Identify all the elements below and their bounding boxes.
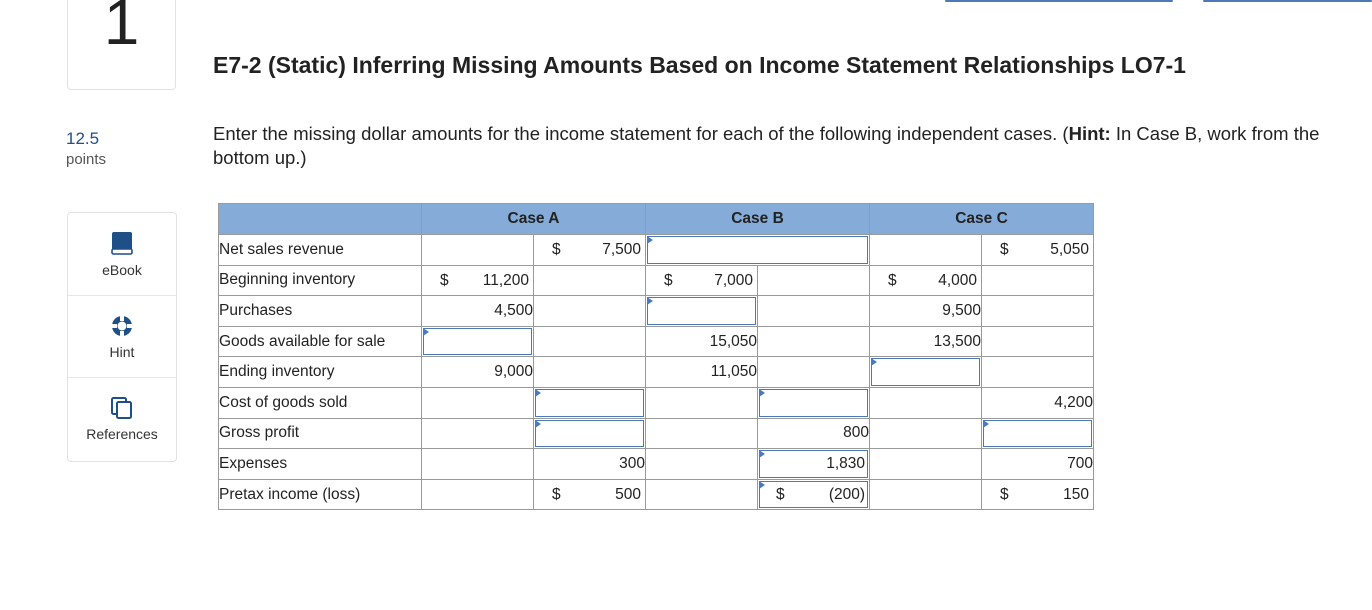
empty-cell <box>758 296 870 327</box>
amount-input[interactable] <box>647 297 756 325</box>
table-row <box>219 387 1094 418</box>
empty-cell <box>646 387 758 418</box>
references-button[interactable] <box>68 378 176 460</box>
row-label: Net sales revenue <box>219 235 422 266</box>
dollar-amount-cell <box>534 479 646 510</box>
empty-cell <box>758 357 870 388</box>
amount-value: 11,200 <box>482 271 529 289</box>
points-value: 12.5 <box>66 129 100 148</box>
table-row <box>219 265 1094 296</box>
top-tab-indicator[interactable] <box>945 0 1173 2</box>
input-marker-icon <box>871 358 877 366</box>
points-label: points <box>66 151 107 168</box>
ebook-label: eBook <box>102 262 142 278</box>
input-marker-icon <box>647 236 653 244</box>
empty-cell <box>982 326 1094 357</box>
row-label: Ending inventory <box>219 357 422 388</box>
amount-cell: 9,000 <box>422 357 534 388</box>
dollar-sign: $ <box>552 241 561 258</box>
empty-cell <box>870 418 982 449</box>
amount-cell: 9,500 <box>870 296 982 327</box>
table-row <box>219 479 1094 510</box>
empty-cell <box>422 235 534 266</box>
input-marker-icon <box>759 481 765 489</box>
amount-input[interactable] <box>871 358 980 386</box>
amount-input-cell[interactable] <box>758 449 870 480</box>
input-marker-icon <box>423 328 429 336</box>
amount-input-cell[interactable] <box>646 235 870 266</box>
empty-cell <box>758 265 870 296</box>
empty-cell <box>982 265 1094 296</box>
empty-cell <box>422 418 534 449</box>
instructions-text: Enter the missing dollar amounts for the income statement for each of the following independent cases. ( <box>213 123 1069 144</box>
dollar-amount-cell <box>870 265 982 296</box>
tools-panel <box>67 212 177 462</box>
table-row <box>219 449 1094 480</box>
amount-input[interactable] <box>759 389 868 417</box>
question-number: 1 <box>103 0 140 58</box>
table-row <box>219 326 1094 357</box>
row-label: Goods available for sale <box>219 326 422 357</box>
amount-input-cell[interactable] <box>982 418 1094 449</box>
empty-cell <box>534 357 646 388</box>
header-case-c: Case C <box>870 204 1094 235</box>
empty-cell <box>982 296 1094 327</box>
ebook-button[interactable] <box>68 213 176 295</box>
amount-cell: 700 <box>982 449 1094 480</box>
dollar-sign: $ <box>888 271 897 289</box>
amount-input-cell[interactable] <box>758 387 870 418</box>
header-case-b: Case B <box>646 204 870 235</box>
amount-input-cell[interactable] <box>534 418 646 449</box>
amount-cell: 300 <box>534 449 646 480</box>
copy-icon <box>110 396 134 420</box>
amount-input-cell[interactable] <box>534 387 646 418</box>
amount-input-cell[interactable] <box>646 296 758 327</box>
references-label: References <box>86 426 158 442</box>
amount-input-cell[interactable] <box>758 479 870 510</box>
amount-input-value: 1,830 <box>826 455 865 473</box>
row-label: Beginning inventory <box>219 265 422 296</box>
dollar-sign: $ <box>664 271 673 289</box>
dollar-amount-cell <box>534 235 646 266</box>
row-label: Gross profit <box>219 418 422 449</box>
dollar-amount-cell <box>422 265 534 296</box>
row-label: Cost of goods sold <box>219 387 422 418</box>
empty-cell <box>534 296 646 327</box>
empty-cell <box>422 387 534 418</box>
input-marker-icon <box>983 420 989 428</box>
amount-cell: 15,050 <box>646 326 758 357</box>
amount-value: 7,500 <box>602 241 641 258</box>
amount-input[interactable] <box>647 236 868 264</box>
dollar-sign: $ <box>776 485 785 503</box>
table-row <box>219 418 1094 449</box>
input-marker-icon <box>759 389 765 397</box>
empty-cell <box>534 326 646 357</box>
table-row <box>219 296 1094 327</box>
amount-value: 500 <box>615 485 641 503</box>
points-panel <box>66 128 106 170</box>
empty-cell <box>422 479 534 510</box>
instructions-text-end: In Case B, work from the bottom up.) <box>213 123 1320 168</box>
amount-value: 7,000 <box>714 271 753 289</box>
amount-input[interactable] <box>983 420 1092 448</box>
amount-cell: 11,050 <box>646 357 758 388</box>
amount-input[interactable] <box>535 389 644 417</box>
amount-cell: 4,500 <box>422 296 534 327</box>
input-marker-icon <box>759 450 765 458</box>
input-marker-icon <box>647 297 653 305</box>
empty-cell <box>758 326 870 357</box>
hint-button[interactable] <box>68 296 176 378</box>
empty-cell <box>422 449 534 480</box>
table-row <box>219 357 1094 388</box>
dollar-amount-cell <box>982 235 1094 266</box>
input-marker-icon <box>535 389 541 397</box>
row-label: Purchases <box>219 296 422 327</box>
dollar-sign: $ <box>552 485 561 503</box>
table-header-row <box>219 204 1094 235</box>
row-label: Expenses <box>219 449 422 480</box>
amount-input-cell[interactable] <box>422 326 534 357</box>
amount-value: 4,000 <box>938 271 977 289</box>
hint-label: Hint <box>109 344 135 360</box>
instructions <box>213 122 1343 170</box>
top-tab-indicator-2[interactable] <box>1203 0 1372 2</box>
question-number-box <box>67 0 176 90</box>
header-blank <box>219 204 422 235</box>
dollar-sign: $ <box>1000 241 1009 258</box>
empty-cell <box>870 449 982 480</box>
income-statement-table <box>218 203 1094 510</box>
amount-cell: 4,200 <box>982 387 1094 418</box>
dollar-amount-cell <box>646 265 758 296</box>
amount-input-value: (200) <box>828 485 865 503</box>
amount-value: 150 <box>1063 485 1089 503</box>
amount-value: 5,050 <box>1050 241 1089 258</box>
empty-cell <box>646 449 758 480</box>
problem-title: E7-2 (Static) Inferring Missing Amounts Based on Income Statement Relationships LO7-1 <box>213 52 1186 78</box>
row-label: Pretax income (loss) <box>219 479 422 510</box>
amount-input[interactable] <box>535 420 644 448</box>
book-icon <box>110 231 134 255</box>
amount-input-cell[interactable] <box>870 357 982 388</box>
header-case-a: Case A <box>422 204 646 235</box>
hint-keyword: Hint: <box>1068 123 1111 144</box>
amount-input[interactable] <box>423 328 532 356</box>
dollar-sign: $ <box>440 271 449 289</box>
table-row <box>219 235 1094 266</box>
dollar-sign: $ <box>1000 485 1009 503</box>
amount-cell: 13,500 <box>870 326 982 357</box>
empty-cell <box>646 479 758 510</box>
empty-cell <box>870 235 982 266</box>
input-marker-icon <box>535 420 541 428</box>
empty-cell <box>982 357 1094 388</box>
dollar-amount-cell <box>982 479 1094 510</box>
empty-cell <box>870 479 982 510</box>
empty-cell <box>534 265 646 296</box>
empty-cell <box>870 387 982 418</box>
amount-cell: 800 <box>758 418 870 449</box>
lifebuoy-icon <box>110 314 134 338</box>
empty-cell <box>646 418 758 449</box>
